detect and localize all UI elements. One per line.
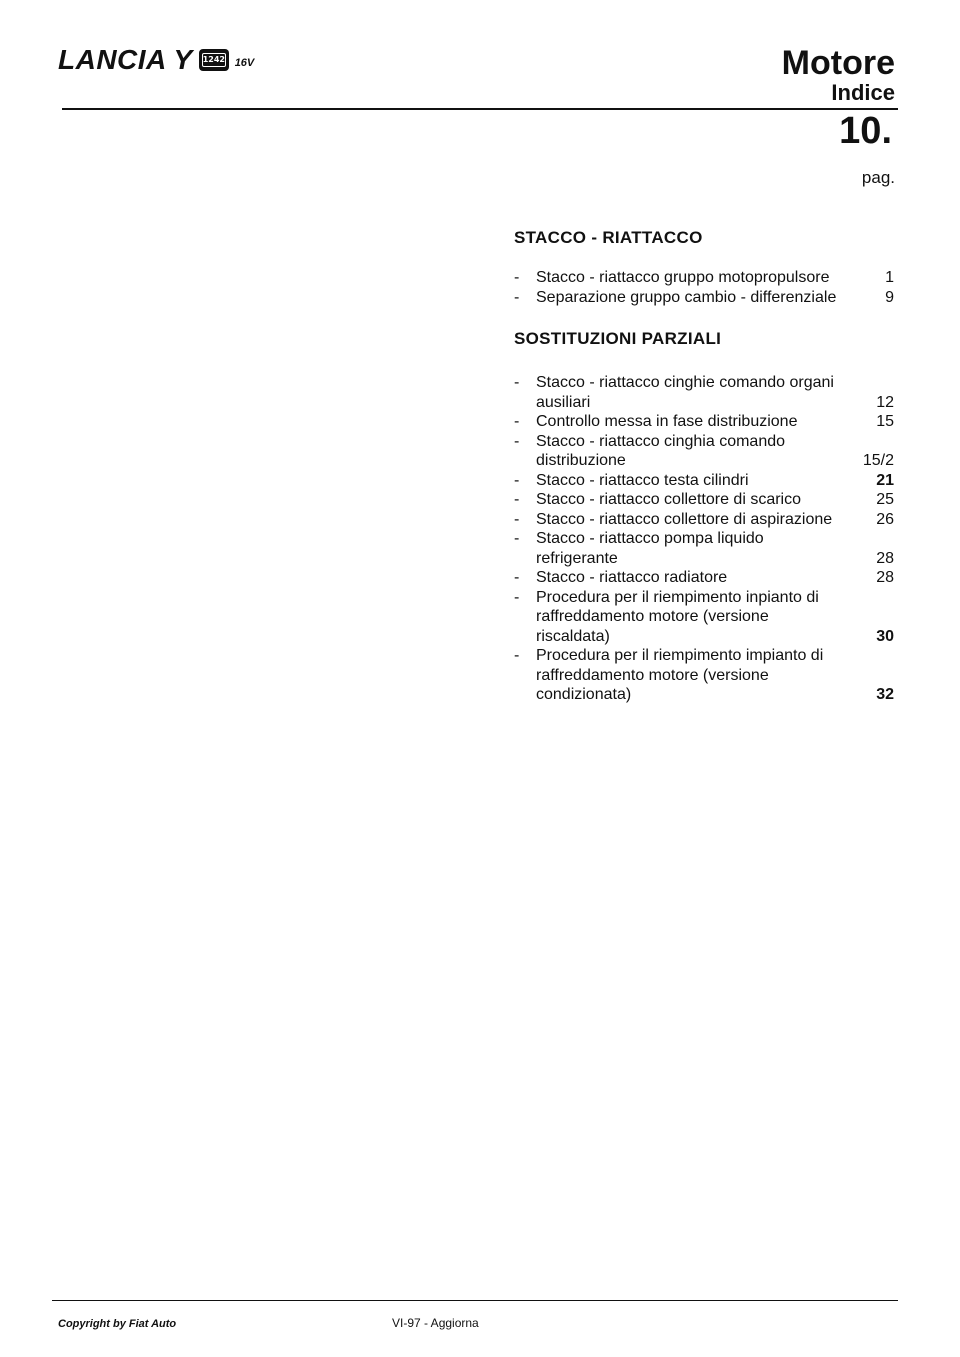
toc-heading: STACCO - RIATTACCO [514,228,703,247]
toc-item-text: Stacco - riattacco collettore di scarico [536,491,801,508]
brand-logo [58,44,254,76]
toc-item[interactable]: - Procedura per il riempimento inpianto di raffreddamento motore (versione riscaldata) 30 [514,588,894,645]
engine-badge-label: 1242 [202,53,226,67]
footer-divider [52,1300,898,1301]
toc-item-text: Stacco - riattacco testa cilindri [536,471,749,489]
toc-item-page: 21 [876,471,894,489]
chapter-number: 10. [839,110,892,152]
toc-item-text: Separazione gruppo cambio - differenziale [536,288,837,306]
footer-copyright: Copyright by Fiat Auto [58,1318,177,1330]
toc-item[interactable]: - Procedura per il riempimento impianto di raffreddamento motore (versione condizionata) 32 [514,647,894,703]
toc-item[interactable]: - Stacco - riattacco radiatore 28 [514,569,894,586]
toc-item[interactable]: - Separazione gruppo cambio - differenziale 9 [514,288,894,306]
toc-item-page: 15/2 [862,452,894,469]
page-column-label: pag. [861,168,895,187]
toc-item[interactable]: - Stacco - riattacco collettore di aspirazione 26 [514,510,894,528]
section-subtitle: Indice [831,80,895,105]
toc-section [514,329,894,705]
brand-variant: 16V [234,57,255,69]
toc-item-page: 15 [876,413,894,430]
toc-item-page: 9 [885,288,894,306]
toc-section [514,228,894,307]
brand-name: LANCIA Y [58,44,193,75]
toc-item-page: 32 [876,686,894,703]
toc-item[interactable]: - Stacco - riattacco gruppo motopropulsore 1 [514,269,894,286]
toc-item-page: 30 [876,627,894,645]
toc-item-page: 28 [876,569,894,586]
toc-item-page: 25 [876,491,894,508]
toc-heading: SOSTITUZIONI PARZIALI [514,329,722,348]
toc-item-page: 26 [876,510,894,528]
toc-item-text: Stacco - riattacco collettore di aspirazione [536,510,833,528]
toc-item-page: 28 [876,549,894,567]
toc-item[interactable]: - Stacco - riattacco testa cilindri 21 [514,471,894,489]
toc-item-text: Stacco - riattacco pompa liquido refrigerante [536,530,764,567]
section-title: Motore [781,44,895,82]
toc-item-text: Procedura per il riempimento inpianto di raffreddamento motore (versione riscaldata) [536,588,819,645]
toc-item-text: Controllo messa in fase distribuzione [536,413,798,430]
header-divider [62,108,898,110]
table-of-contents [514,228,894,721]
toc-item-text: Procedura per il riempimento impianto di raffreddamento motore (versione condizionata) [536,647,824,703]
toc-item-page: 12 [876,393,894,411]
toc-item-text: Stacco - riattacco cinghia comando distribuzione [536,432,786,469]
toc-item-text: Stacco - riattacco cinghie comando organi ausiliari [536,374,834,411]
toc-item[interactable]: - Stacco - riattacco cinghia comando distribuzione 15/2 [514,432,894,469]
toc-item[interactable]: - Controllo messa in fase distribuzione 15 [514,413,894,430]
engine-badge-icon [199,49,229,71]
toc-item[interactable]: - Stacco - riattacco collettore di scarico 25 [514,491,894,508]
toc-item-page: 1 [885,269,894,286]
toc-item[interactable]: - Stacco - riattacco cinghie comando organi ausiliari 12 [514,374,894,411]
toc-item[interactable]: - Stacco - riattacco pompa liquido refrigerante 28 [514,530,894,567]
toc-item-text: Stacco - riattacco gruppo motopropulsore [536,269,830,286]
toc-item-text: Stacco - riattacco radiatore [536,569,728,586]
footer-edition: VI-97 - Aggiorna [392,1316,479,1330]
